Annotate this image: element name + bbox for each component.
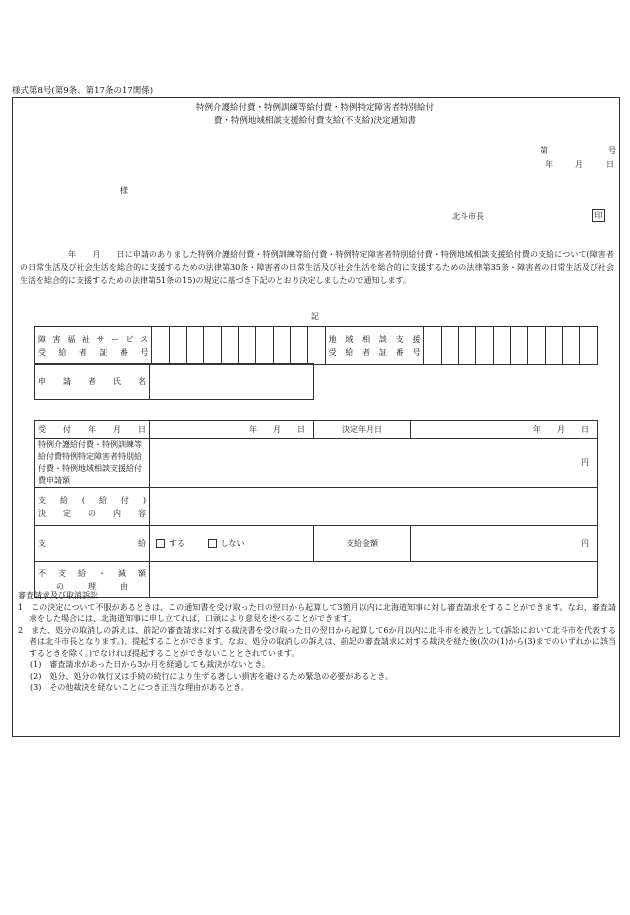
welfare-id-digit[interactable]: [238, 327, 255, 365]
welfare-id-digit[interactable]: [308, 327, 325, 365]
note-2: 2 また、処分の取消しの訴えは、前記の審査請求に対する裁決書を受け取った日の翌日から起算して6か月以内に北斗市を被告として(訴訟において北斗市を代表する者は北斗市長となります。)、提起することができます。なお、処分の取消しの訴えは、前記の審査請求に対する裁決を経た後(次の(1)から(3)までのいずれかに該当するときを除く。)でなければ提起することができないこととされています。: [18, 625, 616, 658]
seal-mark: 印: [592, 209, 605, 222]
issuer-name: 北斗市長: [452, 212, 484, 221]
application-amount-field[interactable]: [150, 439, 598, 488]
applicant-name-field[interactable]: [150, 364, 314, 400]
welfare-id-digit[interactable]: [256, 327, 273, 365]
issue-date-month: 月: [575, 160, 583, 169]
community-id-digit[interactable]: [476, 327, 493, 365]
welfare-id-digit[interactable]: [169, 327, 186, 365]
non-payment-reason-label: 不支給・減額 の理由: [35, 562, 150, 598]
community-id-digit[interactable]: [580, 327, 598, 365]
appeal-notes: [18, 590, 616, 694]
payment-label: 支給: [35, 526, 150, 562]
decision-content-label: 支給(給付) 決定の内容: [35, 488, 150, 526]
notes-heading: 審査請求及び取消訴訟: [18, 591, 98, 600]
issue-date-year: 年: [545, 160, 553, 169]
application-amount-label: 特例介護給付費・特例訓練等給付費特例特定障害者特別給付費・特例地域相談支援給付費申請額: [35, 439, 150, 488]
community-id-digit[interactable]: [545, 327, 562, 365]
payment-amount-label: 支給金額: [314, 526, 411, 562]
note-1: 1 この決定について不服があるときは、この通知書を受け取った日の翌日から起算して3箇月以内に北海道知事に対し審査請求をすることができます。なお、審査請求をした場合には、北海道知事に申し立てれば、口頭により意見を述べることができます。: [18, 602, 616, 623]
decision-table: [34, 420, 598, 598]
recipient-id-table: [34, 326, 598, 365]
payment-amount-field[interactable]: [411, 526, 598, 562]
note-2-sub-2: (2) 処分、処分の執行又は手続の続行により生ずる著しい損害を避けるため緊急の必要があるとき。: [30, 671, 394, 681]
community-id-digit[interactable]: [528, 327, 545, 365]
decision-content-field[interactable]: [150, 488, 598, 526]
community-id-digit[interactable]: [459, 327, 476, 365]
payment-no-checkbox[interactable]: しない: [208, 539, 245, 548]
community-id-digit[interactable]: [441, 327, 458, 365]
welfare-id-digit[interactable]: [152, 327, 169, 365]
doc-number-dai: 第: [540, 146, 548, 155]
welfare-id-digit[interactable]: [290, 327, 307, 365]
title-line-2: 費・特例地域相談支援給付費支給(不支給)決定通知書: [213, 116, 417, 126]
note-2-sub-1: (1) 審査請求があった日から3か月を経過しても裁決がないとき。: [30, 660, 271, 669]
community-id-digit[interactable]: [511, 327, 528, 365]
payment-yes-checkbox[interactable]: する: [156, 539, 185, 548]
body-paragraph: 年 月 日に申請のありました特例介護給付費・特例訓練等給付費・特例特定障害者特別給付費・特例地域相談支援給付費の支給について(障害者の日常生活及び社会生活を総合的に支援するための法律第30条・障害者の日常生活及び社会生活を総合的に支援するための法律第35条・障害者の日常生活及び社会生活を総合的に支援するための法律第51条の15)の規定に基づき下記のとおり決定しましたので通知します。: [20, 250, 614, 285]
decision-date-field[interactable]: 年 月 日: [411, 421, 598, 439]
decision-date-label: 決定年月日: [314, 421, 411, 439]
yen-unit: 円: [581, 458, 589, 467]
welfare-id-digit[interactable]: [221, 327, 238, 365]
yen-unit: 円: [581, 538, 589, 548]
applicant-name-table: [34, 363, 314, 400]
form-label: 様式第8号(第9条、第17条の17関係): [12, 86, 154, 96]
doc-number-go: 号: [608, 146, 616, 155]
community-id-digit[interactable]: [493, 327, 510, 365]
welfare-id-digit[interactable]: [186, 327, 203, 365]
applicant-name-label: 申請者氏名: [35, 364, 150, 400]
community-support-id-label: 地域相談支援 受給者証番号: [325, 327, 424, 365]
welfare-id-digit[interactable]: [204, 327, 221, 365]
community-id-digit[interactable]: [563, 327, 580, 365]
welfare-id-digit[interactable]: [273, 327, 290, 365]
note-2-sub-3: (3) その他裁決を経ないことにつき正当な理由があるとき。: [30, 683, 249, 692]
payment-options: [150, 526, 314, 562]
issue-date-day: 日: [606, 160, 614, 169]
title-line-1: 特例介護給付費・特例訓練等給付費・特例特定障害者特別給付: [195, 103, 434, 113]
receipt-date-label: 受付年月日: [35, 421, 150, 439]
recipient-honorific: 様: [120, 186, 128, 195]
community-id-digit[interactable]: [424, 327, 441, 365]
ki-marker: 記: [311, 312, 319, 321]
welfare-service-id-label: 障害福祉サービス 受給者証番号: [35, 327, 152, 365]
receipt-date-field[interactable]: 年 月 日: [150, 421, 314, 439]
